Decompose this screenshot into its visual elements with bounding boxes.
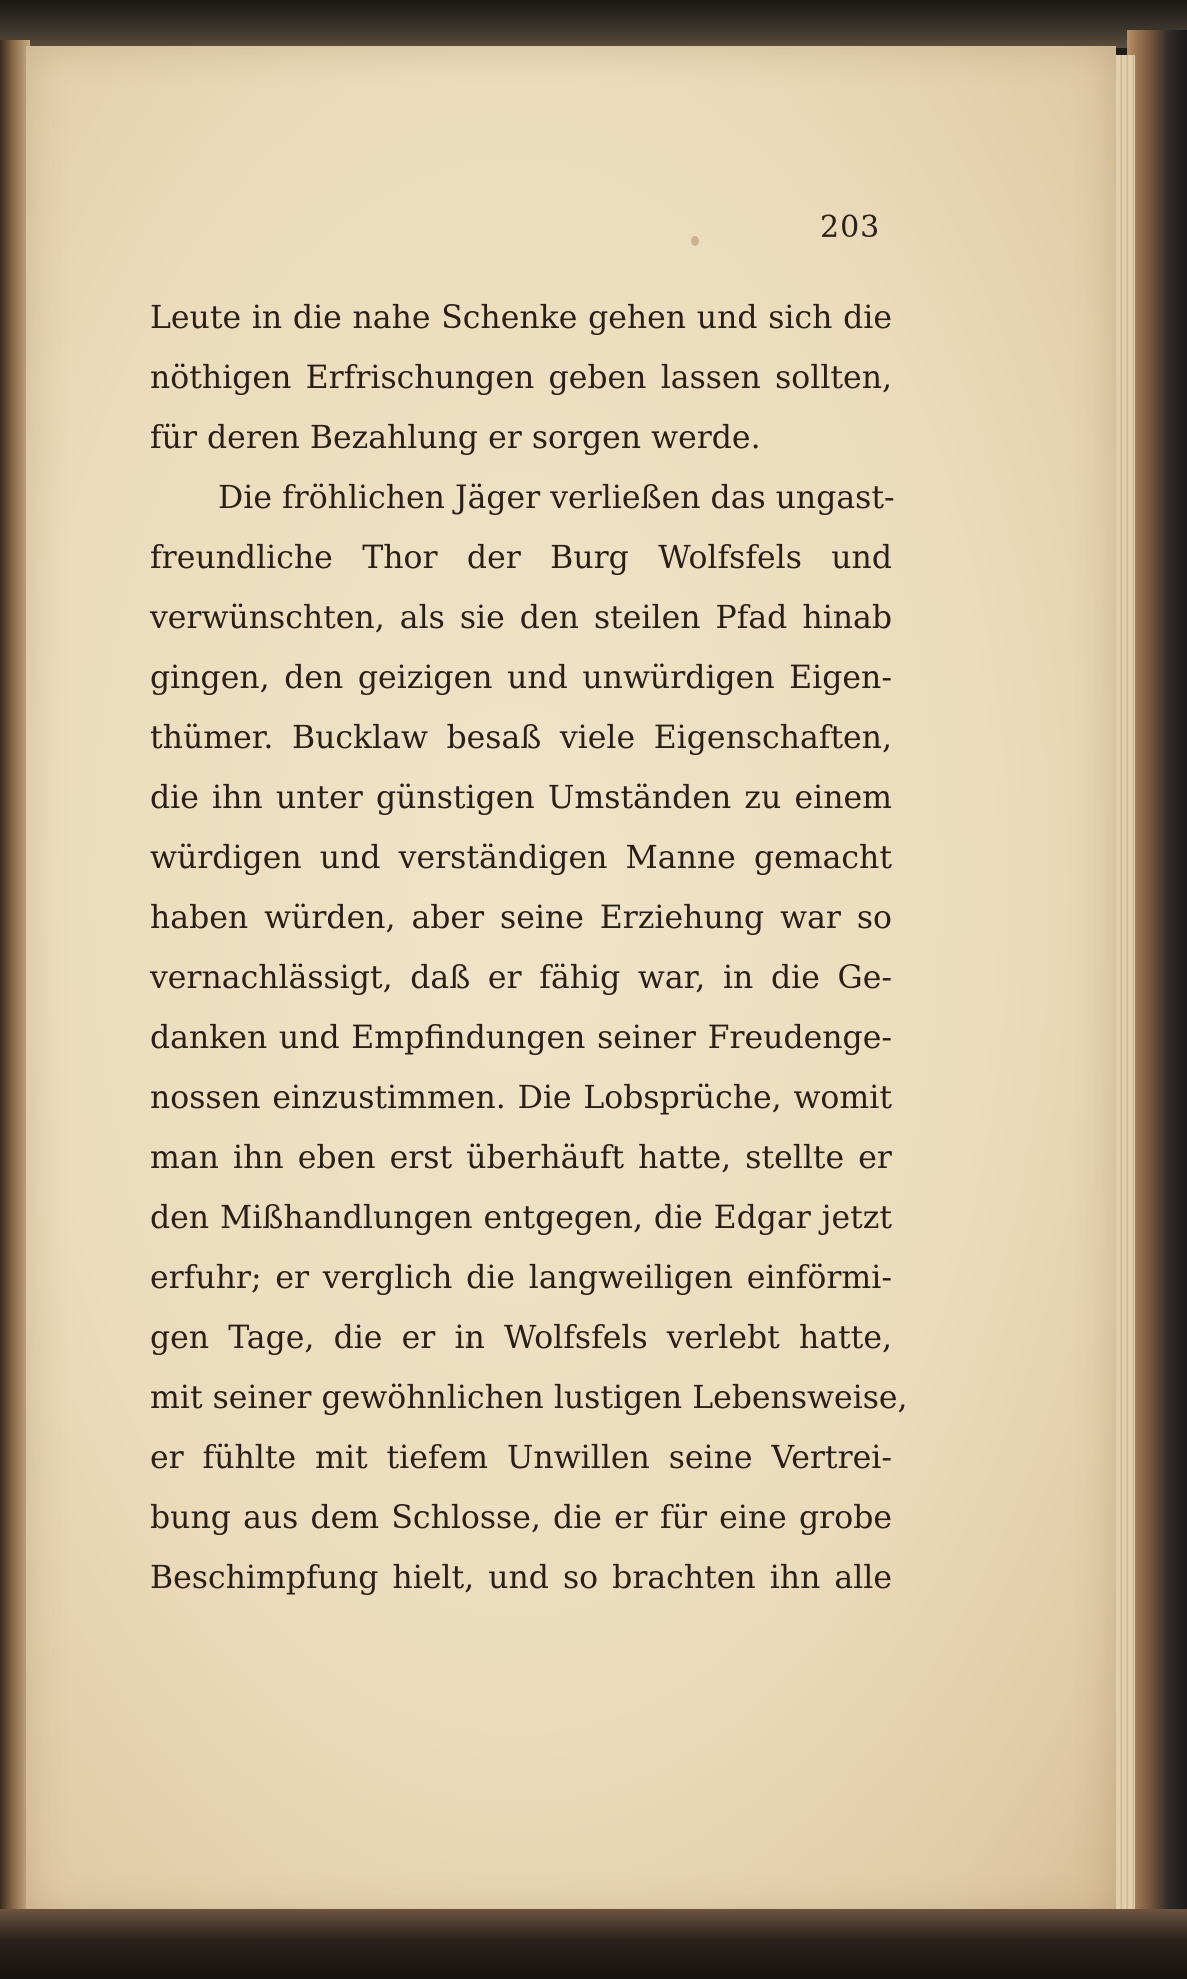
text-line: nossen einzustimmen. Die Lobsprüche, womit xyxy=(150,1080,892,1116)
text-line: man ihn eben erst überhäuft hatte, stellte er xyxy=(150,1140,892,1176)
text-line: thümer. Bucklaw besaß viele Eigenschaften, xyxy=(150,720,892,756)
text-line: Leute in die nahe Schenke gehen und sich die xyxy=(150,300,892,336)
page-text xyxy=(150,288,908,1608)
text-line: haben würden, aber seine Erziehung war so xyxy=(150,900,892,936)
book-binding-bottom xyxy=(0,1909,1187,1979)
text-line: freundliche Thor der Burg Wolfsfels und xyxy=(150,540,892,576)
text-line: nöthigen Erfrischungen geben lassen sollten, xyxy=(150,360,892,396)
text-line: verwünschten, als sie den steilen Pfad hinab xyxy=(150,600,892,636)
page-number: 203 xyxy=(820,210,881,245)
text-line: gingen, den geizigen und unwürdigen Eigen- xyxy=(150,660,892,696)
text-line: danken und Empfindungen seiner Freudenge- xyxy=(150,1020,892,1056)
text-line: Die fröhlichen Jäger verließen das ungast- xyxy=(218,480,895,516)
text-line: vernachlässigt, daß er fähig war, in die Ge- xyxy=(150,960,892,996)
book-cover-right-edge xyxy=(1127,30,1187,1930)
text-line: Beschimpfung hielt, und so brachten ihn alle xyxy=(150,1560,892,1596)
text-line: er fühlte mit tiefem Unwillen seine Vertrei- xyxy=(150,1440,892,1476)
text-line: mit seiner gewöhnlichen lustigen Lebensweise, xyxy=(150,1380,908,1416)
book-binding-top xyxy=(0,0,1187,48)
text-line: würdigen und verständigen Manne gemacht xyxy=(150,840,892,876)
text-line: erfuhr; er verglich die langweiligen einförmi- xyxy=(150,1260,892,1296)
paper-spot xyxy=(691,236,699,246)
text-line: den Mißhandlungen entgegen, die Edgar jetzt xyxy=(150,1200,892,1236)
text-line: gen Tage, die er in Wolfsfels verlebt hatte, xyxy=(150,1320,892,1356)
text-line: für deren Bezahlung er sorgen werde. xyxy=(150,420,761,456)
text-line: die ihn unter günstigen Umständen zu einem xyxy=(150,780,892,816)
text-line: bung aus dem Schlosse, die er für eine grobe xyxy=(150,1500,892,1536)
